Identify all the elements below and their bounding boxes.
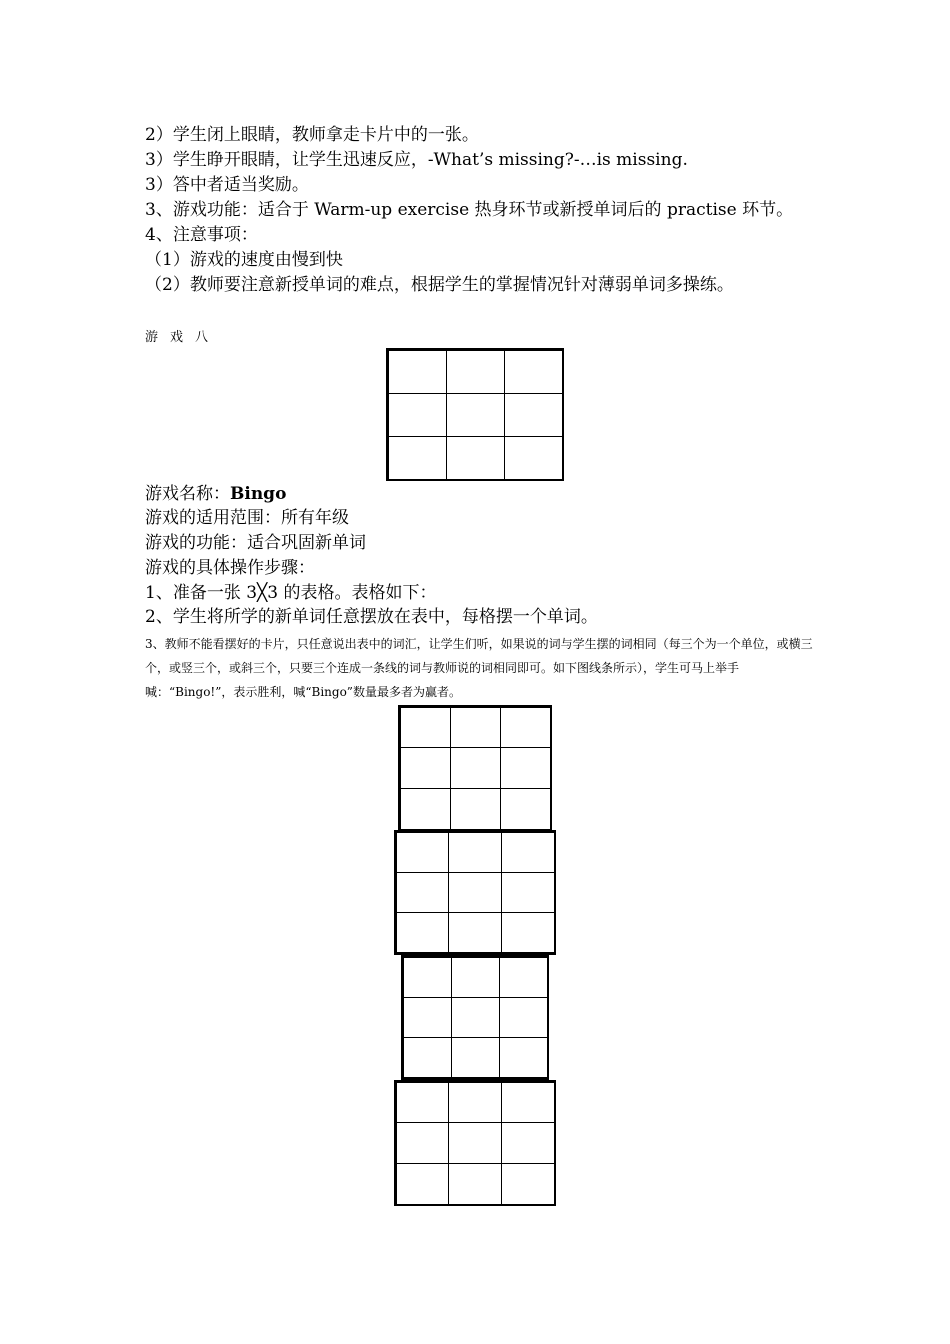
text-line-3: 3）答中者适当奖励。	[145, 175, 309, 195]
game-eight-label: 游戏八	[145, 330, 221, 345]
game-step-1: 1、准备一张 3╳3 的表格。表格如下：	[145, 583, 437, 603]
bingo-grid-3	[401, 955, 549, 1080]
text-line-4: 3、游戏功能：适合于 Warm-up exercise 热身环节或新授单词后的 practise 环节。	[145, 200, 794, 220]
game-name-line	[145, 482, 286, 506]
bingo-grid-example	[386, 348, 564, 481]
bingo-grid-1	[398, 705, 552, 831]
text-line-2: 3）学生睁开眼睛，让学生迅速反应，-What’s missing?-…is missing.	[145, 150, 688, 170]
game-function-line: 游戏的功能：适合巩固新单词	[145, 533, 366, 553]
game-step-2: 2、学生将所学的新单词任意摆放在表中，每格摆一个单词。	[145, 607, 598, 627]
text-line-5: 4、注意事项：	[145, 225, 258, 245]
game-step-3: 3、教师不能看摆好的卡片，只任意说出表中的词汇，让学生们听，如果说的词与学生摆的词相同（每三个为一个单位，或横三个，或竖三个，或斜三个，只要三个连成一条线的词与教师说的词相同即可。如下图线条所示），学生可马上举手喊：“Bingo!”，表示胜利，喊“Bingo”数量最多者为赢者。	[145, 637, 813, 699]
bingo-grid-4	[394, 1080, 556, 1206]
text-line-1: 2）学生闭上眼睛，教师拿走卡片中的一张。	[145, 125, 479, 145]
bingo-grid-2	[394, 830, 556, 955]
game-name-label: 游戏名称：	[145, 484, 230, 504]
game-steps-title: 游戏的具体操作步骤：	[145, 558, 315, 578]
text-line-6: （1）游戏的速度由慢到快	[145, 250, 343, 270]
text-line-7: （2）教师要注意新授单词的难点，根据学生的掌握情况针对薄弱单词多操练。	[145, 275, 734, 295]
game-name-value: Bingo	[230, 484, 287, 504]
game-scope-line: 游戏的适用范围：所有年级	[145, 508, 349, 528]
